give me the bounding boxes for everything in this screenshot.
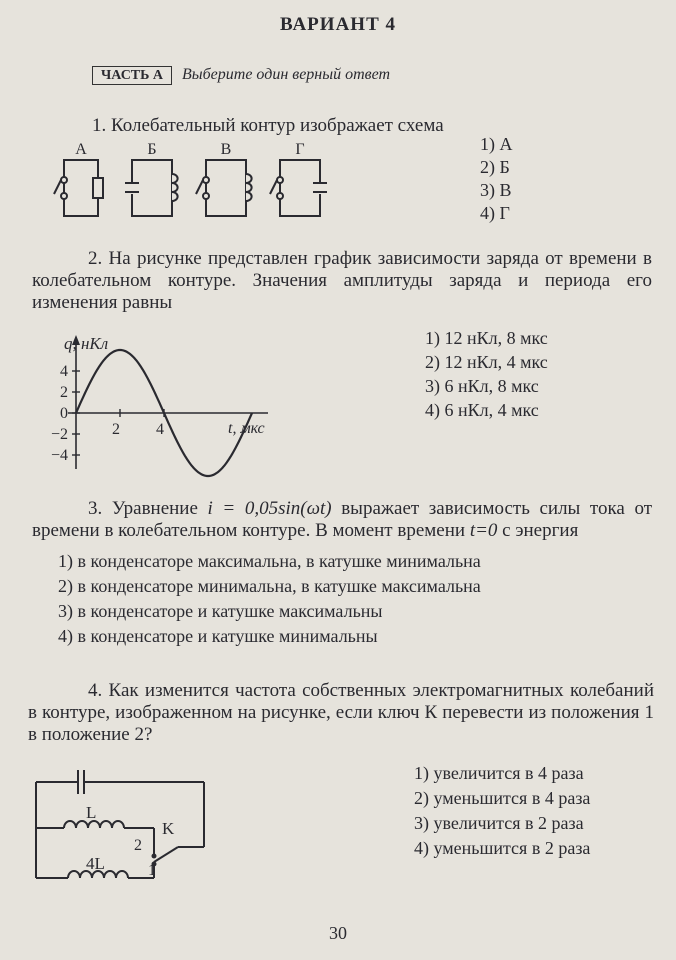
q4-option-4[interactable]: 4) уменьшится в 2 раза [414, 838, 591, 858]
y-tick-label: 0 [60, 405, 68, 422]
x-axis-label: t, мкс [228, 420, 265, 437]
q1-label-g: Г [295, 141, 305, 158]
q4-option-2[interactable]: 2) уменьшится в 4 раза [414, 788, 591, 808]
x-tick-label: 4 [156, 421, 164, 438]
y-tick-label: 2 [60, 384, 68, 401]
part-instruction: Выберите один верный ответ [182, 66, 391, 83]
q3-option-2[interactable]: 2) в конденсаторе минимальна, в катушке максимальна [58, 576, 481, 596]
q3-text-before: 3. Уравнение [88, 498, 208, 519]
q3-text-middle: выражает зависимость силы тока от времени в колебательном контуре. В момент времени [32, 498, 653, 541]
q3-text-after: с энергия [497, 520, 579, 541]
page-number: 30 [329, 923, 347, 943]
position-1-label: 1 [148, 862, 156, 879]
coil-label-4l: 4L [86, 854, 105, 873]
q3-option-3[interactable]: 3) в конденсаторе и катушке максимальны [58, 601, 383, 621]
q3-option-4[interactable]: 4) в конденсаторе и катушке минимальны [58, 626, 378, 646]
q2-option-4[interactable]: 4) 6 нКл, 4 мкс [425, 400, 539, 420]
part-header [92, 66, 390, 84]
q4-option-1[interactable]: 1) увеличится в 4 раза [414, 763, 584, 783]
q3-option-1[interactable]: 1) в конденсаторе максимальна, в катушке минимальна [58, 551, 481, 571]
variant-title: ВАРИАНТ 4 [279, 14, 396, 35]
q4-text: 4. Как изменится частота собственных электромагнитных колебаний в контуре, изображенном на рисунке, если ключ К перевести из положения 1 в положение 2? [28, 680, 654, 745]
q1-label-v: В [220, 141, 232, 158]
coil-label-l: L [86, 803, 97, 822]
q3-moment: t=0 [469, 520, 498, 541]
key-contact-2 [152, 854, 157, 859]
q1-label-b: Б [147, 141, 157, 158]
q2-text: 2. На рисунке представлен график зависимости заряда от времени в колебательном контуре. Значения амплитуды заряда и периода его изменения равны [32, 248, 652, 313]
position-2-label: 2 [134, 837, 142, 854]
q3-formula: i = 0,05sin(ωt) [207, 498, 332, 519]
q1-option-2[interactable]: 2) Б [480, 157, 510, 177]
q2-option-2[interactable]: 2) 12 нКл, 4 мкс [425, 352, 548, 372]
q1-option-4[interactable]: 4) Г [480, 203, 510, 223]
q1-label-a: А [75, 141, 87, 158]
q4-option-3[interactable]: 3) увеличится в 2 раза [414, 813, 584, 833]
y-axis-label: q, нКл [64, 334, 109, 353]
y-tick-label: 4 [60, 363, 68, 380]
q1-option-1[interactable]: 1) А [480, 134, 513, 154]
x-tick-label: 2 [112, 421, 120, 438]
q1-circuit-diagrams [50, 138, 350, 228]
q3-text [32, 498, 652, 542]
q2-charge-graph [28, 322, 328, 477]
q2-option-1[interactable]: 1) 12 нКл, 8 мкс [425, 328, 548, 348]
y-tick-label: −2 [50, 426, 68, 443]
q2-option-3[interactable]: 3) 6 нКл, 8 мкс [425, 376, 539, 396]
part-label: ЧАСТЬ А [92, 66, 172, 85]
key-label: K [162, 819, 175, 838]
y-tick-label: −4 [50, 447, 68, 464]
q4-circuit [24, 762, 224, 887]
q1-text: 1. Колебательный контур изображает схема [92, 115, 444, 136]
q1-option-3[interactable]: 3) В [480, 180, 512, 200]
